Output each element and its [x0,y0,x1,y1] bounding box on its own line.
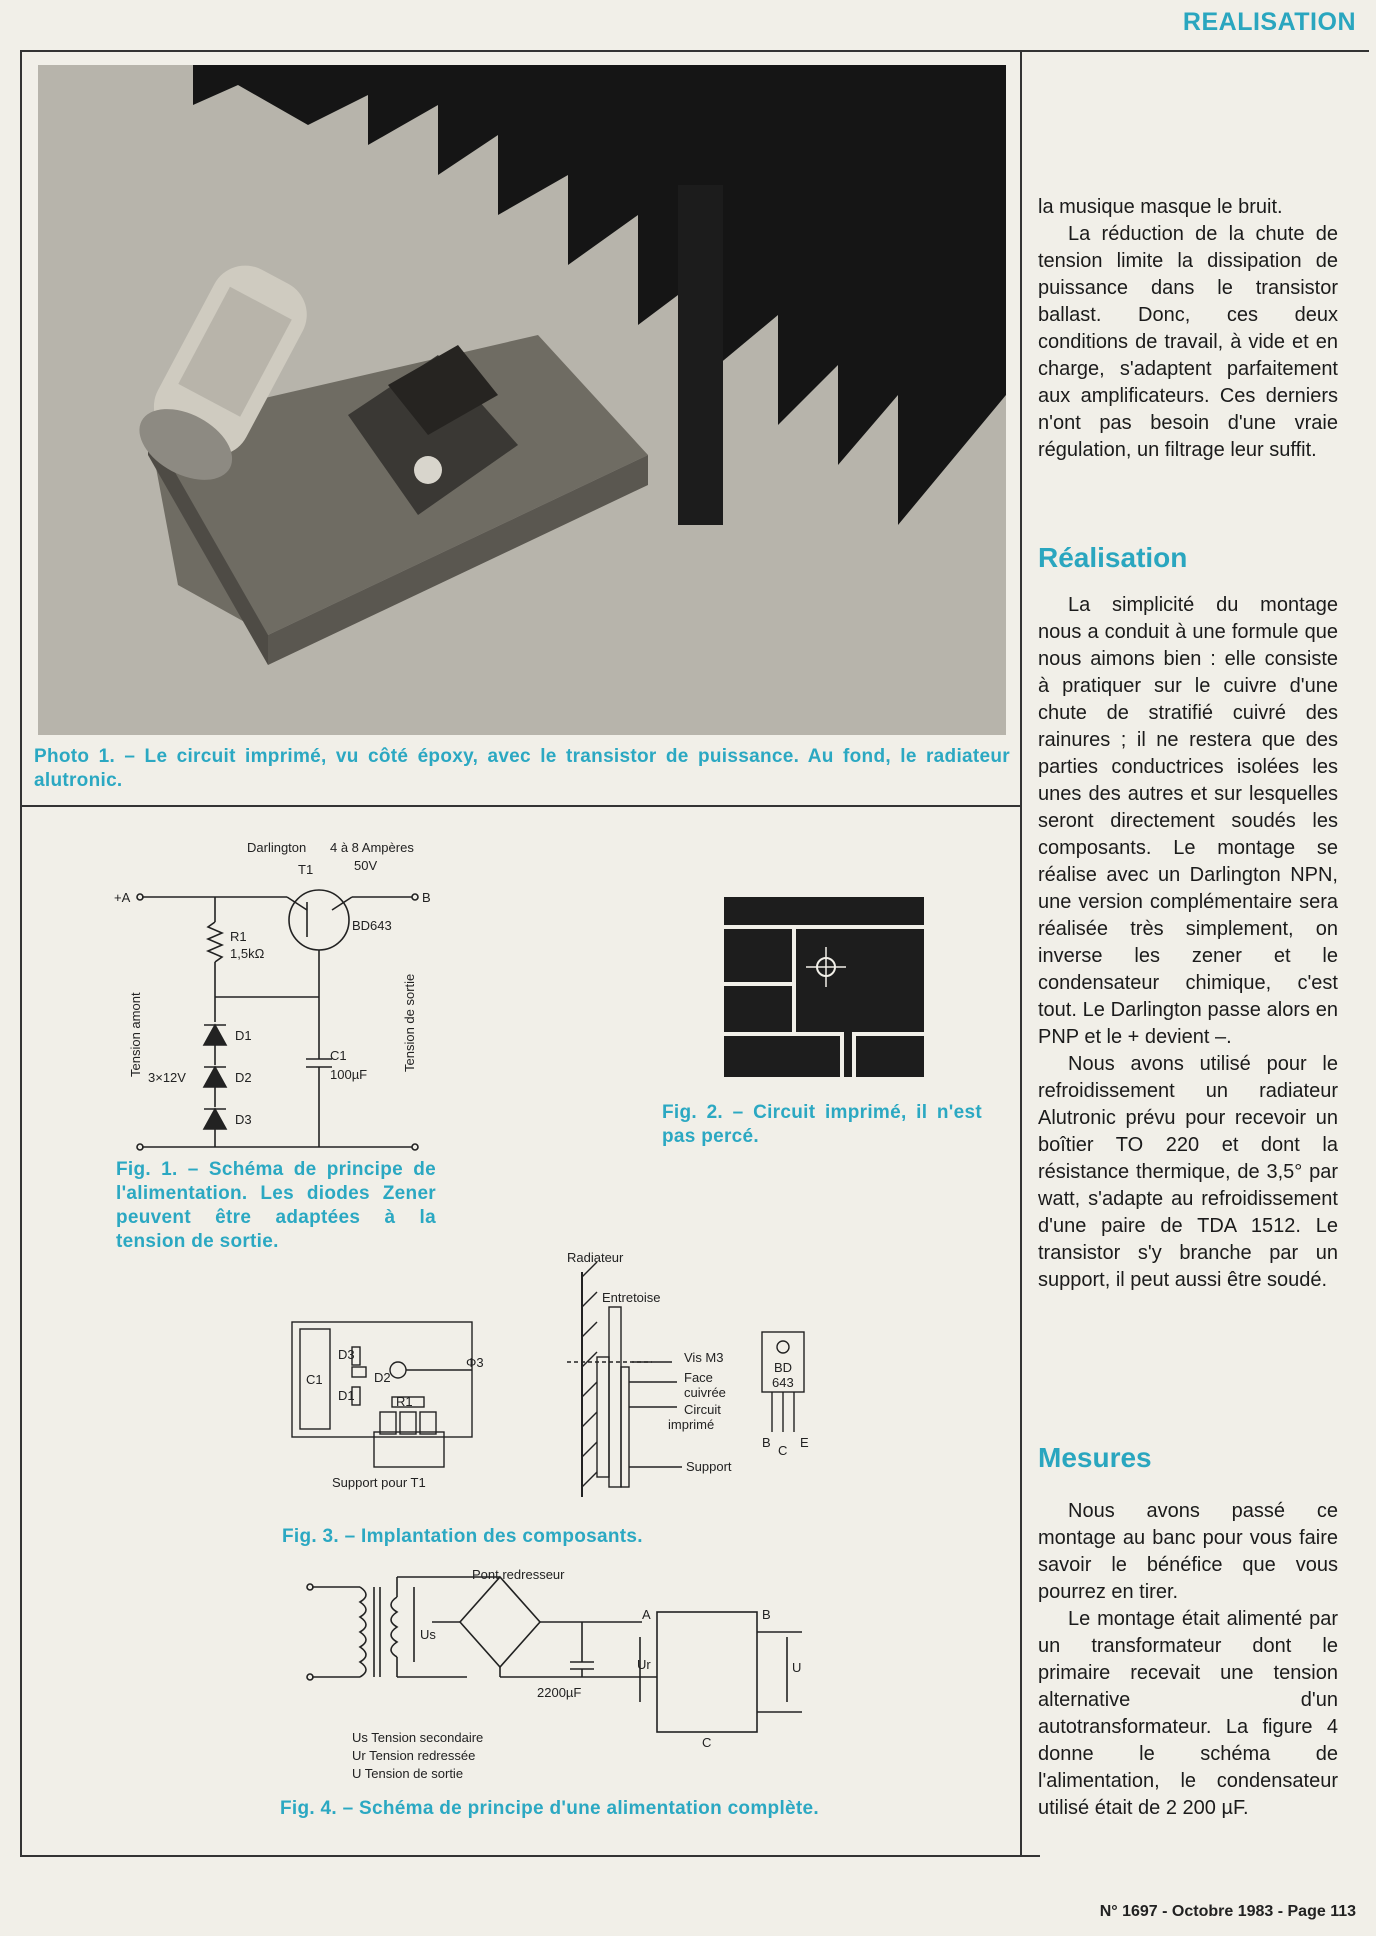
fig1-r1-value: 1,5kΩ [230,946,265,961]
photo-caption: Photo 1. – Le circuit imprimé, vu côté époxy, avec le transistor de puissance. Au fond, le radiateur alutronic. [34,746,1010,791]
fig1-c1: C1 [330,1048,347,1063]
heading-mesures: Mesures [1038,1442,1152,1473]
fig3-cuivree: cuivrée [684,1385,726,1400]
fig4-node-c: C [702,1735,712,1750]
fig1-bd643: BD643 [352,918,392,933]
fig2-caption: Fig. 2. – Circuit imprimé, il n'est pas percé. [662,1102,982,1147]
fig1-d2: D2 [235,1070,252,1085]
fig3-imprime: imprimé [668,1417,715,1432]
fig3-bd: BD [774,1360,793,1375]
fig3-support-t1: Support pour T1 [332,1475,426,1490]
fig1-d3: D3 [235,1112,252,1127]
fig3-d1: D1 [338,1388,355,1403]
fig3-phi3: Φ3 [466,1355,484,1370]
fig3-entretoise: Entretoise [602,1290,661,1305]
fig3-pin-b: B [762,1435,771,1450]
fig1-caption: Fig. 1. – Schéma de principe de l'alimentation. Les diodes Zener peuvent être adaptées à la tension de sortie. [116,1159,436,1252]
fig3-pin-c: C [778,1443,788,1458]
fig3-radiateur: Radiateur [567,1250,624,1265]
figures-panel [22,807,1020,1855]
fig1-tension-sortie: Tension de sortie [402,973,417,1072]
fig1-amperes: 4 à 8 Ampères [330,840,414,855]
fig4-legend-us: Us Tension secondaire [352,1730,484,1745]
fig3-circuit: Circuit [684,1402,721,1417]
fig1-50v: 50V [354,858,378,873]
fig1-t1: T1 [298,862,314,877]
frame-top-rule [20,50,1369,52]
fig3-d3: D3 [338,1347,355,1362]
fig1-tension-amont: Tension amont [128,992,143,1077]
article-p2: La réduction de la chute de tension limite la dissipation de puissance dans le transistor ballast. Donc, ces deux conditions de travail, à vide et en charge, s'adaptent parfaitement aux amplificateurs. Ces derniers n'ont pas besoin d'une vraie régulation, un filtrage leur suffit. [1038,223,1338,461]
fig4-u: U [792,1660,802,1675]
page-footer: N° 1697 - Octobre 1983 - Page 113 [1099,1903,1356,1920]
fig1-r1: R1 [230,929,247,944]
fig4-node-b: B [762,1607,771,1622]
article-p5: Nous avons passé ce montage au banc pour vous faire savoir le bénéfice que vous pourrez en tirer. [1038,1500,1338,1603]
fig3-c1: C1 [306,1372,323,1387]
fig3-support: Support [686,1459,732,1474]
fig1-node-a: +A [114,890,131,905]
article-p1: la musique masque le bruit. [1038,196,1283,218]
photo-heatsink-pcb [38,65,1006,735]
fig4-cap: 2200µF [537,1685,582,1700]
fig4-ur: Ur [637,1657,651,1672]
fig4-pont: Pont redresseur [472,1567,565,1582]
article-mesures [1038,1498,1338,1822]
article-p3: La simplicité du montage nous a conduit à une formule que nous aimons bien : elle consiste à pratiquer sur le cuivre d'une chute de stratifié cuivré des rainures ; il ne restera que des parties conductrices isolées les unes des autres et sur lesquelles seront directement soudés les composants. Le montage se réalise avec un Darlington NPN, une version complémentaire sera réalisée très simplement, on inverse les zener et le condensateur chimique, c'est tout. Le Darlington passe alors en PNP et le + devient –. [1038,594,1338,1048]
fig4-caption: Fig. 4. – Schéma de principe d'une alimentation complète. [280,1798,819,1819]
article-p6: Le montage était alimenté par un transformateur dont le primaire recevait une tension alternative d'un autotransformateur. La figure 4 donne le schéma de l'alimentation, le condensateur utilisé était de 2 200 µF. [1038,1608,1338,1819]
fig3-r1: R1 [396,1394,413,1409]
section-header: REALISATION [1182,8,1356,36]
article-intro [1038,194,1338,464]
fig1-c1-value: 100µF [330,1067,368,1082]
fig3-caption: Fig. 3. – Implantation des composants. [282,1526,643,1547]
fig3-bd643: 643 [772,1375,794,1390]
fig3-vis: Vis M3 [684,1350,724,1365]
photo-1 [38,65,1006,735]
heading-realisation: Réalisation [1038,542,1188,573]
fig1-zener-value: 3×12V [148,1070,186,1085]
column-separator [1020,50,1022,1857]
fig3-face: Face [684,1370,713,1385]
fig1-node-b: B [422,890,431,905]
article-realisation [1038,592,1338,1294]
article-p4: Nous avons utilisé pour le refroidissement un radiateur Alutronic prévu pour recevoir un boîtier TO 220 et dont la résistance thermique, de 3,5° par watt, s'adapte au refroidissement d'une paire de TDA 1512. Le transistor s'y branche par un support, il peut aussi être soudé. [1038,1053,1338,1291]
fig4-legend-u: U Tension de sortie [352,1766,464,1781]
fig1-darlington: Darlington [247,840,307,855]
fig4-us: Us [420,1627,436,1642]
fig3-d2: D2 [374,1370,391,1385]
fig2-pcb [724,897,924,1077]
fig4-node-a: A [642,1607,651,1622]
fig4-schematic [307,1577,802,1732]
fig4-legend-ur: Ur Tension redressée [352,1748,476,1763]
frame-bottom-rule [20,1855,1040,1857]
fig3-pin-e: E [800,1435,809,1450]
fig1-d1: D1 [235,1028,252,1043]
